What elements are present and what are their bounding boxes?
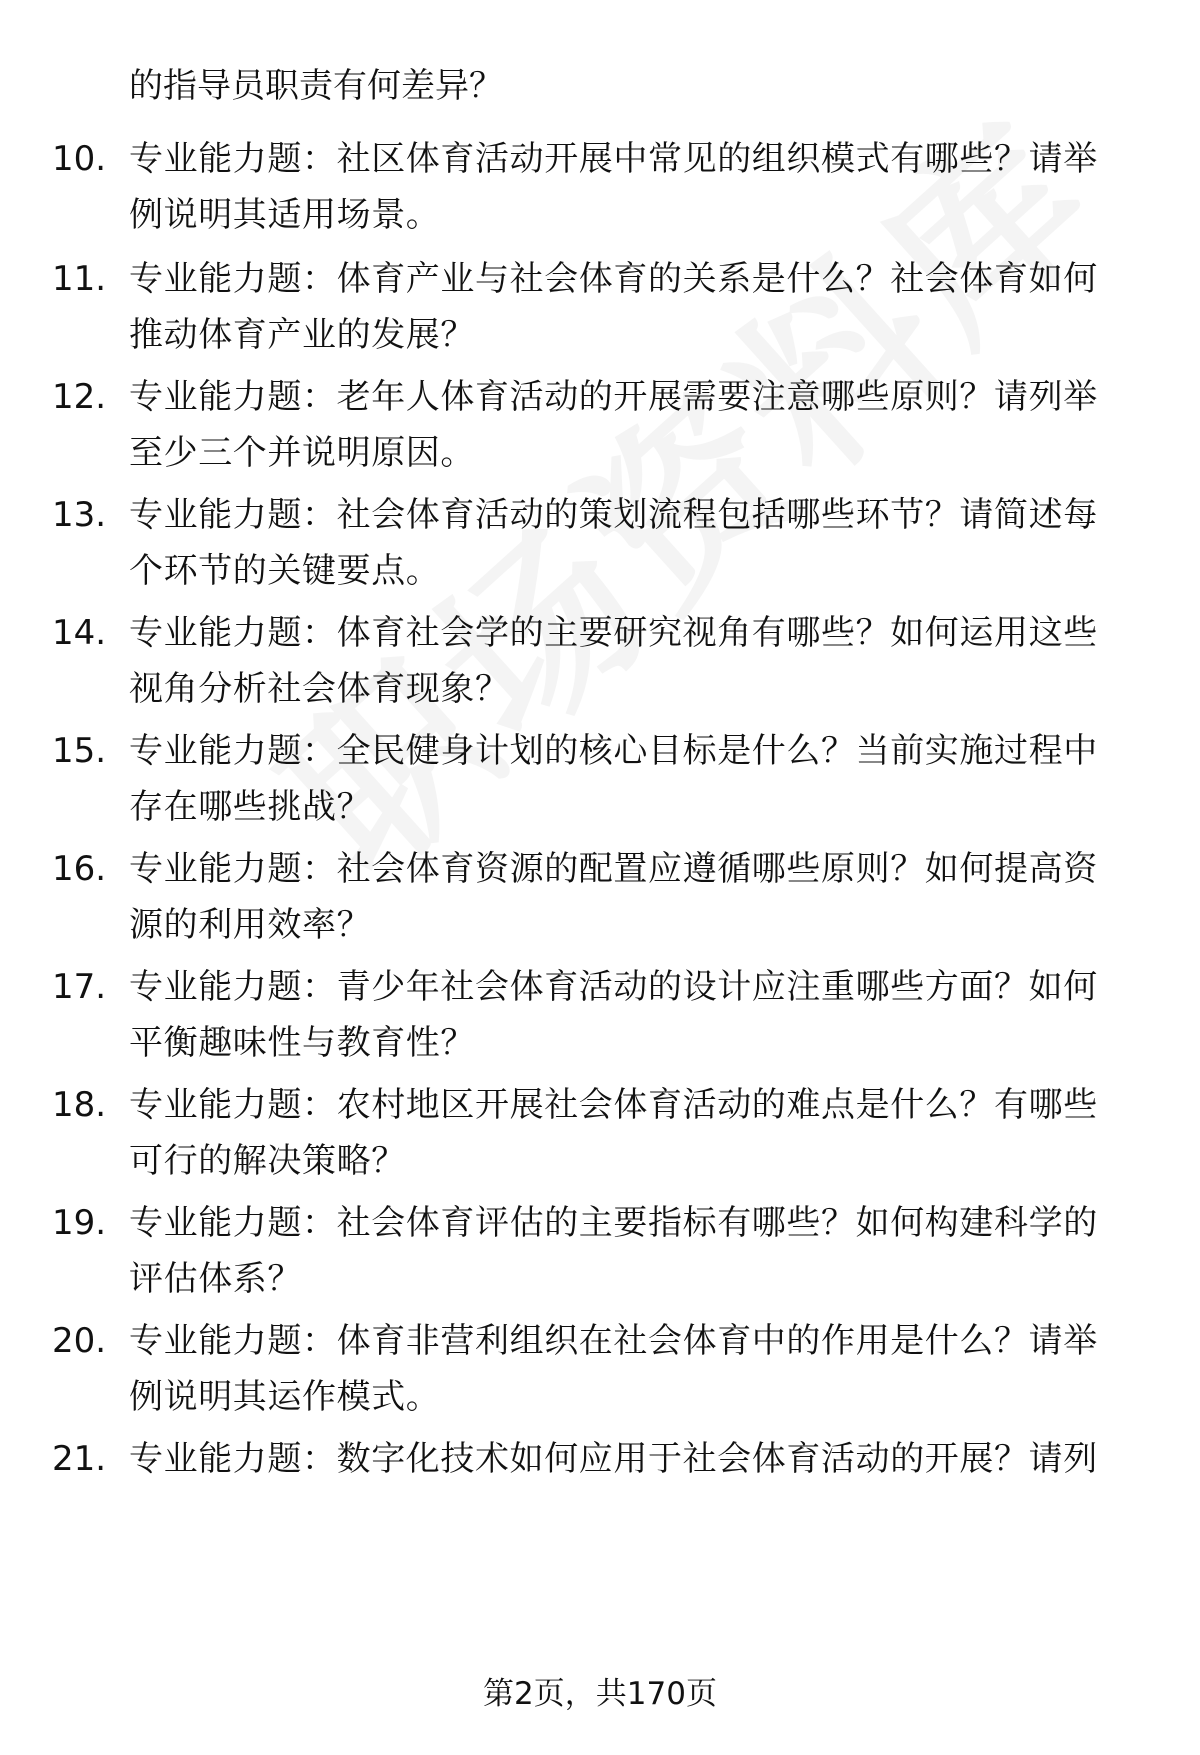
item-text-line: 专业能力题：老年人体育活动的开展需要注意哪些原则？请列举 — [129, 377, 1098, 417]
item-text-line: 专业能力题：体育社会学的主要研究视角有哪些？如何运用这些 — [129, 613, 1098, 653]
item-text-line: 专业能力题：体育产业与社会体育的关系是什么？社会体育如何 — [129, 259, 1098, 299]
item-text-line: 评估体系？ — [129, 1259, 302, 1299]
item-text-line: 源的利用效率？ — [129, 905, 372, 945]
item-text-line: 例说明其适用场景。 — [129, 195, 441, 235]
item-number: 16. — [52, 849, 107, 889]
item-text — [129, 959, 1149, 1071]
item-number: 20. — [52, 1321, 107, 1361]
item-text-line: 例说明其运作模式。 — [129, 1377, 441, 1417]
item-text-line: 至少三个并说明原因。 — [129, 433, 475, 473]
item-text-line: 专业能力题：青少年社会体育活动的设计应注重哪些方面？如何 — [129, 967, 1098, 1007]
item-text — [129, 1077, 1149, 1189]
item-text-line: 平衡趣味性与教育性？ — [129, 1023, 475, 1063]
item-number: 15. — [52, 731, 107, 771]
item-text — [129, 1313, 1149, 1425]
item-text — [129, 723, 1149, 835]
item-number: 14. — [52, 613, 107, 653]
item-text-line: 专业能力题：社区体育活动开展中常见的组织模式有哪些？请举 — [129, 139, 1098, 179]
page-footer: 第2页，共170页 — [483, 1676, 717, 1712]
item-text — [129, 605, 1149, 717]
item-text — [129, 369, 1149, 481]
item-text-line: 专业能力题：体育非营利组织在社会体育中的作用是什么？请举 — [129, 1321, 1098, 1361]
item-text-line: 视角分析社会体育现象？ — [129, 669, 510, 709]
item-text — [129, 1195, 1149, 1307]
item-number: 12. — [52, 377, 107, 417]
item-number: 18. — [52, 1085, 107, 1125]
item-text-line: 个环节的关键要点。 — [129, 551, 441, 591]
item-number: 21. — [52, 1439, 107, 1479]
item-text-line: 存在哪些挑战？ — [129, 787, 372, 827]
item-number: 11. — [52, 259, 107, 299]
item-text-line: 推动体育产业的发展？ — [129, 315, 475, 355]
item-text-line: 专业能力题：农村地区开展社会体育活动的难点是什么？有哪些 — [129, 1085, 1098, 1125]
item-text — [129, 841, 1149, 953]
item-text — [129, 1431, 1149, 1487]
item-text-line: 专业能力题：社会体育资源的配置应遵循哪些原则？如何提高资 — [129, 849, 1098, 889]
continuation-text: 的指导员职责有何差异？ — [129, 66, 503, 106]
item-text — [129, 131, 1149, 243]
item-text-line: 专业能力题：社会体育评估的主要指标有哪些？如何构建科学的 — [129, 1203, 1098, 1243]
item-text — [129, 251, 1149, 363]
item-number: 19. — [52, 1203, 107, 1243]
item-text-line: 专业能力题：全民健身计划的核心目标是什么？当前实施过程中 — [129, 731, 1098, 771]
item-text — [129, 487, 1149, 599]
item-text-line: 专业能力题：数字化技术如何应用于社会体育活动的开展？请列 — [129, 1439, 1098, 1479]
item-number: 17. — [52, 967, 107, 1007]
item-number: 13. — [52, 495, 107, 535]
item-text-line: 专业能力题：社会体育活动的策划流程包括哪些环节？请简述每 — [129, 495, 1098, 535]
item-text-line: 可行的解决策略？ — [129, 1141, 406, 1181]
item-number: 10. — [52, 139, 107, 179]
